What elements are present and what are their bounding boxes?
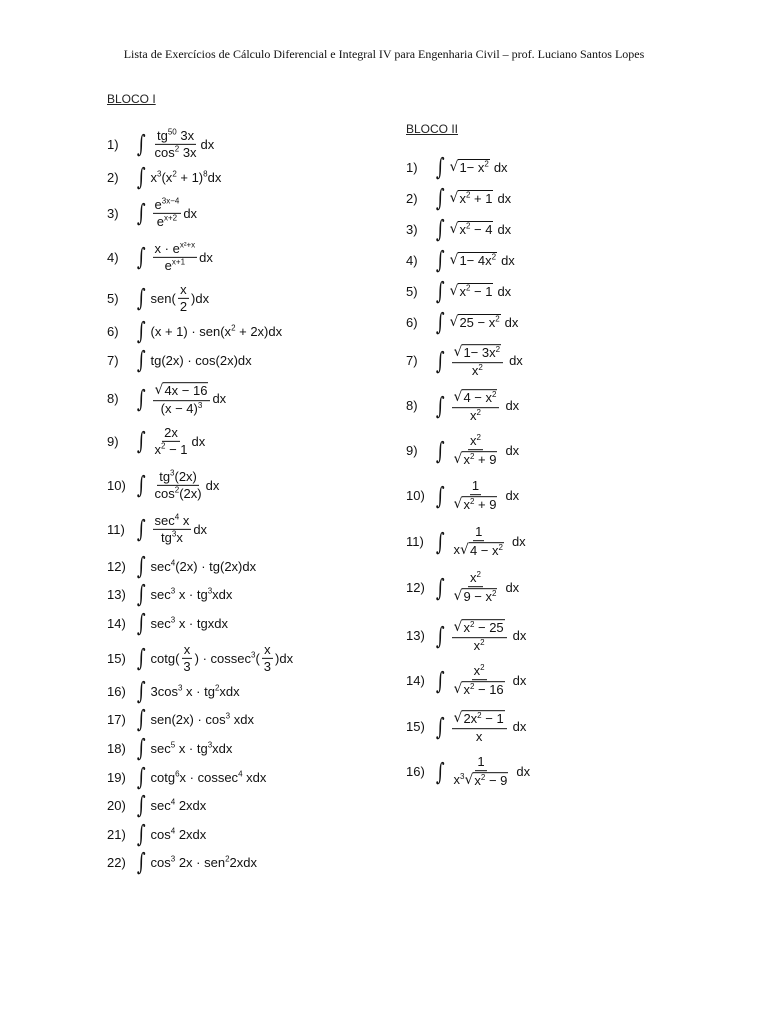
exercise-2-5: 5) ∫ √ $x^2 - 1$ dx: [406, 277, 512, 305]
exercise-1-8: 8) ∫ √ 4x − 16 $(x - 4)^3$ dx: [107, 382, 227, 417]
exercise-1-21: 21) ∫ $\cos^4 2x$ dx: [107, 820, 207, 848]
exercise-2-1: 1) ∫ √ $1- x^2$ dx: [406, 153, 508, 181]
bloco-2-title: BLOCO II: [406, 122, 459, 136]
exercise-1-10: 10) ∫ $\frac{tg^3(2x)}{\cos^2(2x)}$ dx: [107, 468, 220, 501]
exercise-2-4: 4) ∫ √ $1- 4x^2$ dx: [406, 246, 515, 274]
page-header: Lista de Exercícios de Cálculo Diferencial e Integral IV para Engenharia Civil – prof. Luciano Santos Lopes: [123, 47, 645, 61]
exercise-2-13: 13) ∫ √ $x^2 - 25$ $x^2$ dx: [406, 619, 527, 654]
exercise-2-2: 2) ∫ √ $x^2 + 1$ dx: [406, 184, 512, 212]
exercise-1-4: 4) ∫ $\frac{x \cdot e^{x^2+x}}{e^{x+1}}$ dx: [107, 240, 213, 273]
exercise-2-9: 9) ∫ $x^2$ √ $x^2 + 9$ dx: [406, 432, 520, 467]
exercise-2-8: 8) ∫ √ $4 - x^2$ $x^2$ dx: [406, 389, 520, 424]
exercise-1-12: 12) ∫ $\sec^4(2x) \cdot tg(2x)$ dx: [107, 552, 257, 580]
exercise-2-6: 6) ∫ √ $25 - x^2$ dx: [406, 308, 519, 336]
exercise-1-3: 3) ∫ $\frac{e^{3x-4}}{e^{x+2}}$ dx: [107, 196, 198, 229]
exercise-2-11: 11) ∫ 1 x √ $4 - x^2$ dx: [406, 524, 526, 558]
exercise-1-19: 19) ∫ cotg$^6$x · cossec$^4$ x dx: [107, 763, 267, 791]
exercise-1-13: 13) ∫ $\sec^3 x \cdot tg^3x$ dx: [107, 580, 233, 608]
exercise-1-9: 9) ∫ $\frac{2x}{x^2 - 1}$ dx: [107, 424, 206, 457]
exercise-1-7: 7) ∫ tg(2x) · cos(2x) dx: [107, 346, 252, 374]
exercise-1-15: 15) ∫ cotg( $\frac{x}{3}$ ) · cossec$^3$( $\frac{x}{3}$ ) dx: [107, 641, 294, 674]
exercise-1-1: 1) ∫ $\frac{tg^{50} 3x}{\cos^2 3x}$ dx: [107, 127, 215, 160]
exercise-1-2: 2) ∫ $x^3(x^2 + 1)^8$ dx: [107, 163, 222, 191]
exercise-2-3: 3) ∫ √ $x^2 - 4$ dx: [406, 215, 512, 243]
exercise-2-12: 12) ∫ $x^2$ √ $9 - x^2$ dx: [406, 569, 520, 604]
exercise-2-15: 15) ∫ √ $2x^2 - 1$ x dx: [406, 710, 527, 745]
exercise-1-5: 5) ∫ sen( $\frac{x}{2}$ ) dx: [107, 281, 210, 314]
exercise-2-14: 14) ∫ $x^2$ √ $x^2 - 16$ dx: [406, 662, 527, 697]
exercise-1-14: 14) ∫ $\sec^3 x$ · tgx dx: [107, 609, 228, 637]
fraction: $\frac{tg^{50} 3x}{\cos^2 3x}$: [154, 127, 197, 160]
bloco-1-title: BLOCO I: [107, 92, 156, 106]
exercise-2-10: 10) ∫ 1 √ $x^2 + 9$ dx: [406, 478, 520, 512]
exercise-1-16: 16) ∫ $3\cos^3$ $x \cdot tg^2x$ dx: [107, 677, 240, 705]
exercise-1-20: 20) ∫ $\sec^4 2x$ dx: [107, 791, 207, 819]
integral-sign: ∫: [136, 130, 146, 158]
exercise-1-17: 17) ∫ $sen(2x) \cdot \cos^3 x$ dx: [107, 705, 254, 733]
exercise-2-7: 7) ∫ √ $1- 3x^2$ $x^2$ dx: [406, 344, 523, 379]
exercise-1-6: 6) ∫ $(x + 1) \cdot sen(x^2 + 2x)$ dx: [107, 317, 283, 345]
exercise-2-16: 16) ∫ 1 $x^3$ √ $x^2 - 9$ dx: [406, 754, 531, 788]
exercise-1-22: 22) ∫ $\cos^3 2x \cdot sen^22x$ dx: [107, 848, 257, 876]
exercise-1-18: 18) ∫ $\sec^5 x \cdot tg^3x$ dx: [107, 734, 233, 762]
exercise-1-11: 11) ∫ $\frac{\sec^4 x}{tg^3x}$ dx: [107, 512, 208, 545]
